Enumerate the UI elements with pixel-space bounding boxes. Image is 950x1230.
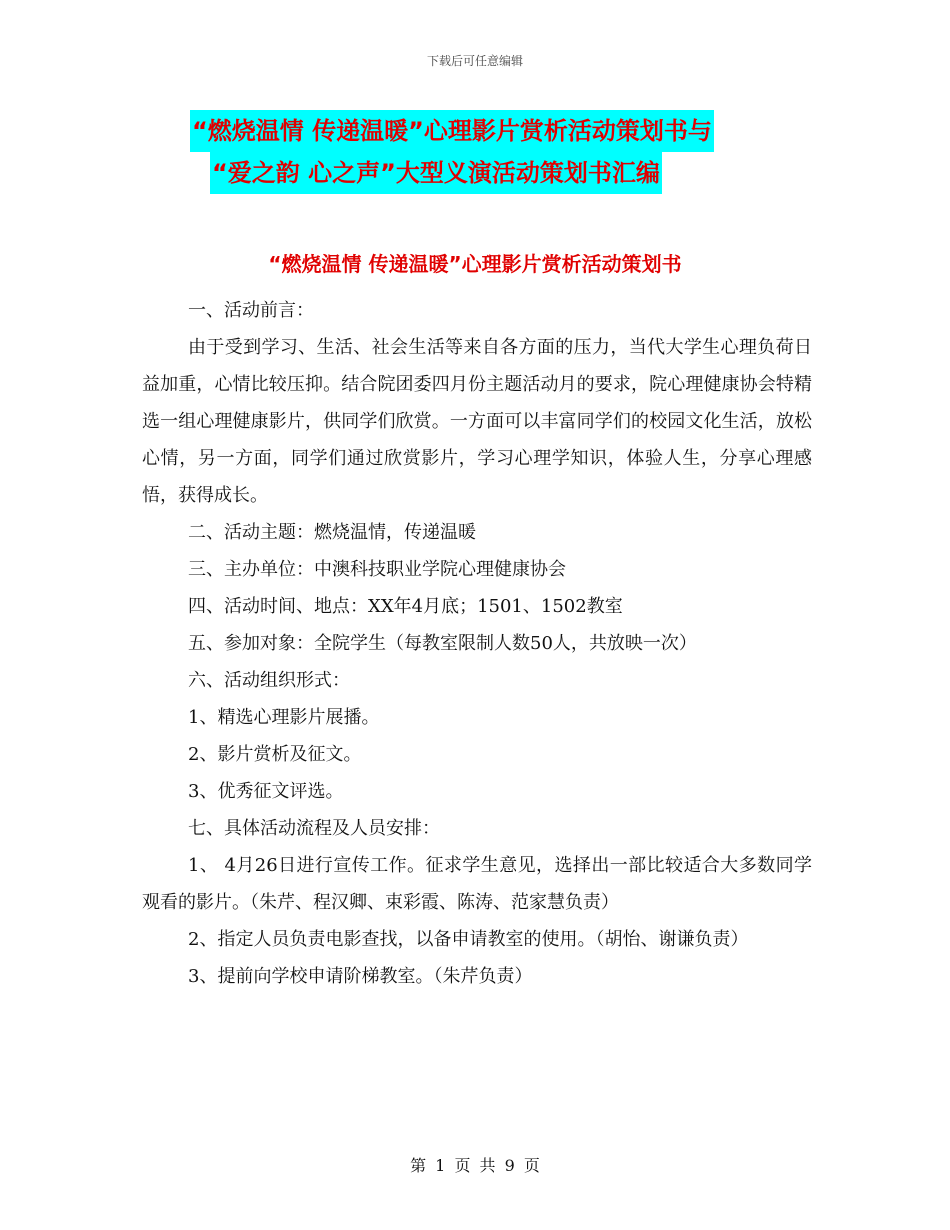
paragraph: 3、优秀征文评选。 [188, 781, 344, 802]
main-title-line-1: “燃烧温情 传递温暖”心理影片赏析活动策划书与 [190, 110, 714, 152]
document-body [142, 292, 812, 995]
paragraph: 一、活动前言： [188, 300, 314, 321]
paragraph: 二、活动主题：燃烧温情，传递温暖 [188, 522, 476, 543]
paragraph: 2、影片赏析及征文。 [188, 744, 362, 765]
main-title [190, 110, 890, 194]
paragraph: 2、指定人员负责电影查找，以备申请教室的使用。（胡怡、谢谦负责） [188, 929, 749, 950]
paragraph: 1、 4月26日进行宣传工作。征求学生意见，选择出一部比较适合大多数同学观看的影片。（朱芹、程汉卿、束彩霞、陈涛、范家慧负责） [142, 855, 812, 913]
main-title-line-2: “爱之韵 心之声”大型义演活动策划书汇编 [210, 152, 662, 194]
page-number: 第 1 页 共 9 页 [410, 1156, 540, 1175]
paragraph: 三、主办单位：中澳科技职业学院心理健康协会 [188, 559, 566, 580]
paragraph: 由于受到学习、生活、社会生活等来自各方面的压力，当代大学生心理负荷日益加重，心情比较压抑。结合院团委四月份主题活动月的要求，院心理健康协会特精选一组心理健康影片，供同学们欣赏。一方面可以丰富同学们的校园文化生活，放松心情，另一方面，同学们通过欣赏影片，学习心理学知识，体验人生，分享心理感悟，获得成长。 [142, 337, 812, 506]
paragraph: 四、活动时间、地点：XX年4月底；1501、1502教室 [188, 596, 623, 617]
paragraph: 1、精选心理影片展播。 [188, 707, 380, 728]
paragraph: 七、具体活动流程及人员安排： [188, 818, 440, 839]
paragraph: 五、参加对象：全院学生（每教室限制人数50人，共放映一次） [188, 633, 697, 654]
paragraph: 3、提前向学校申请阶梯教室。（朱芹负责） [188, 966, 533, 987]
paragraph: 六、活动组织形式： [188, 670, 350, 691]
section-title: “燃烧温情 传递温暖”心理影片赏析活动策划书 [268, 252, 682, 276]
header-note: 下载后可任意编辑 [426, 54, 523, 68]
